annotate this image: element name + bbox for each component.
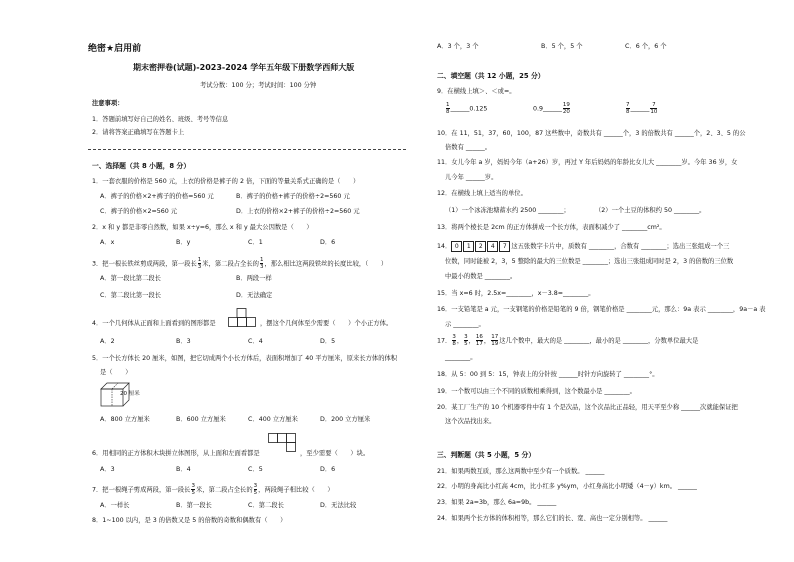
q6-option-b[interactable]: B．4 [176,466,191,473]
question-19: 19．一个数可以由三个不同的质数相乘得到，这个数最小是 ________。 [437,388,636,395]
digit-card: 0 [451,241,462,252]
question-5: 5．一个长方体长 20 厘米，如图，把它切成两个小长方体后，表面积增加了 40 平方厘米，原来长方体的体积 [92,355,398,362]
q2-option-a[interactable]: A．x [100,239,115,246]
question-24: 24．如果两个长方体的体积相等，那么它们的长、宽、高也一定分别相等。 ______ [437,515,668,522]
question-22: 22．小明的身高比小红高 4cm，比小红多 y%ym，小红身高比小明矮（4－y）km。 ______ [437,483,697,490]
question-4-tail: ，摆这个几何体至少需要（ ）个小正方体。 [260,320,393,327]
question-1: 1．一套衣服的价格是 560 元，上衣的价格是裤子的 2 倍，下面的等量关系式正确的是（ ） [92,178,360,185]
q12-item-2: （2）一个土豆的体积约 50 ________。 [595,207,706,214]
q4-option-c[interactable]: C．4 [248,338,263,345]
q3-option-b[interactable]: B．两段一样 [236,275,272,282]
question-15: 15．当 x=6 时，2.5x=________，x－3.8=________。 [437,290,595,297]
note-item-1: 1．答题前填写好自己的姓名、班级、考号等信息 [92,116,229,123]
question-17-tail: ________。 [445,354,477,361]
q3-option-d[interactable]: D．无法确定 [236,292,273,299]
question-21: 21．如果两数互质，那么这两数中至少有一个质数。 ______ [437,468,605,475]
q2-option-d[interactable]: D．6 [320,239,336,246]
question-14: 14． 0 1 2 4 7 这五张数字卡片中，质数有 ________，合数有 ________；选出三张组成一个三 [437,243,730,250]
q5-option-b[interactable]: B．600 立方厘米 [176,416,226,423]
q6-option-d[interactable]: D．6 [320,466,336,473]
digit-card: 7 [499,241,510,252]
q7-option-a[interactable]: A．一样长 [100,502,130,509]
q1-option-a[interactable]: A．裤子的价格×2+裤子的价格=560 元 [100,193,214,200]
q1-option-b[interactable]: B．裤子的价格+裤子的价格÷2=560 元 [236,193,350,200]
question-18: 18．从 5：00 到 5：15，钟表上的分针按 ______时针方向旋转了 ________°。 [437,371,659,378]
q7-option-d[interactable]: D．无法比较 [320,502,357,509]
q7-fraction-2: $\frac{3}{5}$ [253,483,258,496]
question-16-tail: 示 ________。 [445,321,485,328]
section-2-heading: 二、填空题（共 12 小题，25 分） [437,72,545,80]
exam-title: 期末密押卷(试题)-2023-2024 学年五年级下册数学西师大版 [133,63,355,72]
q1-option-d[interactable]: D．上衣的价格×2+裤子的价格÷2=560 元 [236,208,360,215]
question-11-tail: 儿今年 ______岁。 [445,174,498,181]
q8-option-a[interactable]: A．3 个，3 个 [437,43,479,50]
q4-option-a[interactable]: A．2 [100,338,115,345]
section-1-heading: 一、选择题（共 8 小题，8 分） [92,162,191,170]
digit-card: 1 [463,241,474,252]
question-2: 2．x 和 y 都是非零自然数，如果 x÷y=6，那么 x 和 y 最大公因数是（ ） [92,224,313,231]
question-10-tail: 倍数有 ______。 [445,144,492,151]
q9-item-2: 0.9______ $\frac{19}{20}$ [533,102,570,115]
q9-item-1: $\frac{1}{8}$ ______0.125 [446,102,488,115]
q5-option-c[interactable]: C．400 立方厘米 [248,416,298,423]
q5-figure-label: 20 厘米 [120,391,140,397]
confidential-stamp: 绝密★启用前 [88,44,142,54]
question-4: 4．一个几何体从正面和上面看到的图形都是 [92,320,216,327]
question-6: 6．用相同的正方体积木块拼立体图形，从上面和左面看都是 [92,450,260,457]
section-3-heading: 三、判断题（共 5 小题，5 分） [437,451,536,459]
q6-view-figure [268,433,296,452]
q9-item-3: $\frac{7}{8}$ ______ $\frac{7}{10}$ [626,102,658,115]
question-7: 7．把一根绳子剪成两段，第一段长 $\frac{3}{5}$ 米，第二段占全长的 $\frac{3}{5}$ ，两段绳子相比较（ ） [92,483,334,496]
q5-option-a[interactable]: A．800 立方厘米 [100,416,150,423]
digit-card: 2 [475,241,486,252]
q4-view-figure [228,308,256,327]
question-11: 11．女儿今年 a 岁，妈妈今年（a+26）岁，再过 Y 年后妈妈的年龄比女儿大 ________岁。今年 36 岁，女 [437,159,738,166]
question-16: 16．一支铅笔是 a 元，一支钢笔的价格是铅笔的 9 倍，钢笔价格是 ________元，那么：9a 表示 ________，9a－a 表 [437,306,766,313]
note-item-2: 2．请将答案正确填写在答题卡上 [92,129,185,136]
question-17: 17． $\frac{3}{8}$ ， $\frac{3}{5}$ ， $\frac{16}{17}$ ， $\frac{17}{19}$ 这几个数中，最大的是 ________，最小的是 ________，分数单位最大是 [437,334,699,347]
q8-option-c[interactable]: C．6 个，6 个 [625,43,667,50]
q4-option-d[interactable]: D．5 [320,338,336,345]
q3-fraction-1: $\frac{1}{3}$ [197,257,202,270]
q7-option-b[interactable]: B．第一段长 [176,502,212,509]
q2-option-c[interactable]: C．1 [248,239,263,246]
q3-option-c[interactable]: C．第二段比第一段长 [100,292,162,299]
notes-heading: 注意事项： [92,100,124,107]
q3-fraction-2: $\frac{1}{3}$ [259,257,264,270]
question-6-tail: ，至少需要（ ）块。 [300,450,370,457]
divider [88,149,406,150]
q3-option-a[interactable]: A．第一段比第二段长 [100,275,161,282]
q4-option-b[interactable]: B．3 [176,338,191,345]
question-20-tail: 这个次品找出来。 [445,418,496,425]
question-13: 13．将两个棱长是 2cm 的正方体拼成一个长方体，表面积减少了 ________cm²。 [437,224,666,231]
q8-option-b[interactable]: B．5 个，5 个 [541,43,583,50]
question-14-line-2: 位数，同时能被 2，3，5 整除的最大的三位数是 ________；选出三张组成同时是 2，3 的倍数的三位数 [445,258,734,265]
question-8: 8．1~100 以内，是 3 的倍数又是 5 的倍数的奇数和偶数有（ ） [92,517,287,524]
question-3: 3．把一根长铁丝剪成两段，第一段长 $\frac{1}{3}$ 米，第二段占全长的 $\frac{1}{3}$ ，那么相比这两段铁丝的长度比较，（ ） [92,257,388,270]
q7-option-c[interactable]: C．第二段长 [248,502,284,509]
q1-option-c[interactable]: C．裤子的价格×2=560 元 [100,208,178,215]
question-10: 10．在 11，51，37，60，100，87 这些数中，奇数共有 ______个，3 的倍数共有 ______个，2、3、5 的公 [437,130,746,137]
question-20: 20．某工厂生产的 10 个机器零件中有 1 个是次品，这个次品比正品轻，用天平至少称 ______次就能保证把 [437,404,738,411]
question-9: 9．在横线上填＞、＜或=。 [437,88,516,95]
q7-fraction-1: $\frac{3}{5}$ [191,483,195,496]
q12-item-1: （1）一个冰冻池塘蓄水约 2500 ________； [445,207,570,214]
question-23: 23．如果 2a=3b，那么 6a=9b。 ______ [437,499,557,506]
exam-info: 考试分数：100 分；考试时间：100 分钟 [200,82,317,89]
question-5-tail: 是（ ） [100,369,132,376]
q6-option-a[interactable]: A．3 [100,466,115,473]
q5-option-d[interactable]: D．200 立方厘米 [320,416,371,423]
question-14-line-3: 中最小的数是 ________。 [445,273,517,280]
question-12: 12．在横线上填上适当的单位。 [437,190,527,197]
q6-option-c[interactable]: C．5 [248,466,263,473]
q2-option-b[interactable]: B．y [176,239,191,246]
digit-card: 4 [487,241,498,252]
